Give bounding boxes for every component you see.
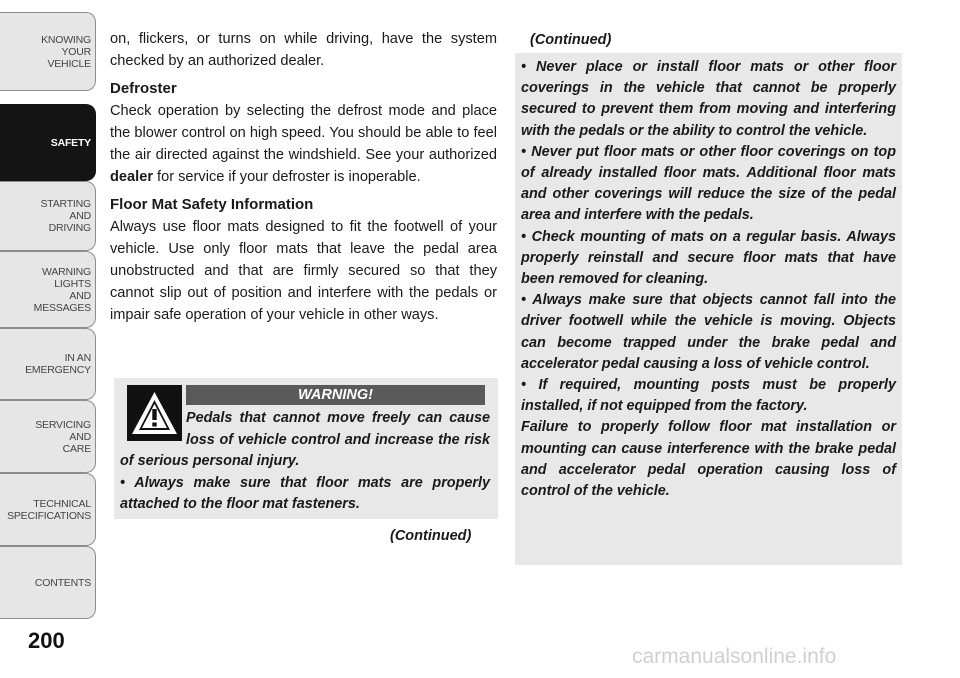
warning-bullet-2: • Never place or install floor mats or other floor coverings in the vehicle that cannot be properly secured to prevent them from moving and interfering with the pedals or the ability to control the vehicle. (521, 59, 896, 139)
warning-bullet-3: • Never put floor mats or other floor coverings on top of already installed floor mats. Additional floor mats and other coverings will reduce the size of the pedal area and interfere with the pedals. (521, 143, 896, 224)
tab-warning-lights-and-messages[interactable]: WARNING LIGHTS AND MESSAGES (0, 251, 96, 328)
continued-label-right: (Continued) (530, 32, 612, 48)
tab-knowing-your-vehicle[interactable]: KNOWING YOUR VEHICLE (0, 12, 96, 91)
intro-paragraph: on, flickers, or turns on while driving, have the system checked by an authorized dealer. (110, 31, 497, 69)
warning-closing: Failure to properly follow floor mat installation or mounting can cause interference with the brake pedal and accelerator pedal operation causing loss of control of the vehicle. (521, 419, 896, 500)
warning-header: WARNING! (186, 385, 485, 405)
tab-safety[interactable]: SAFETY (0, 104, 96, 181)
warning-continued-box (515, 53, 902, 565)
warning-bullet-6: • If required, mounting posts must be properly installed, if not equipped from the factory. (521, 377, 896, 415)
continued-label-left: (Continued) (390, 528, 472, 544)
tab-starting-and-driving[interactable]: STARTING AND DRIVING (0, 181, 96, 251)
tab-technical-specifications[interactable]: TECHNICAL SPECIFICATIONS (0, 473, 96, 546)
defroster-heading: Defroster (110, 80, 177, 97)
watermark: carmanualsonline.info (632, 645, 837, 668)
defroster-paragraph: Check operation by selecting the defrost mode and place the blower control on high speed. You should be able to feel the air directed against the windshield. See your authorized dealer for service if your defroster is inoperable. (110, 103, 497, 185)
tab-contents[interactable]: CONTENTS (0, 546, 96, 619)
warning-bullet-4: • Check mounting of mats on a regular basis. Always properly reinstall and secure floor mats that have been removed for cleaning. (521, 228, 896, 288)
floor-mat-heading: Floor Mat Safety Information (110, 196, 314, 213)
warning-text (120, 408, 490, 516)
warning-bullet-1: • Always make sure that floor mats are properly attached to the floor mat fasteners. (120, 474, 490, 512)
floor-mat-paragraph: Always use floor mats designed to fit the footwell of your vehicle. Use only floor mats that leave the pedal area unobstructed and that are firmly secured so that they cannot slip out of position and interfere with the pedals or impair safe operation of your vehicle in other ways. (110, 219, 497, 323)
page-number: 200 (28, 628, 65, 653)
tab-in-an-emergency[interactable]: IN AN EMERGENCY (0, 328, 96, 400)
left-column (110, 28, 497, 326)
warning-bullet-5: • Always make sure that objects cannot fall into the driver footwell while the vehicle is moving. Objects can become trapped under the brake pedal and accelerator pedal causing a loss of vehicle control. (521, 292, 896, 372)
warning-box (114, 378, 498, 519)
chapter-sidebar (0, 0, 97, 678)
tab-servicing-and-care[interactable]: SERVICING AND CARE (0, 400, 96, 473)
warning-line-1: Pedals that cannot move freely can cause loss of vehicle control and increase the risk of serious personal injury. (120, 410, 490, 469)
